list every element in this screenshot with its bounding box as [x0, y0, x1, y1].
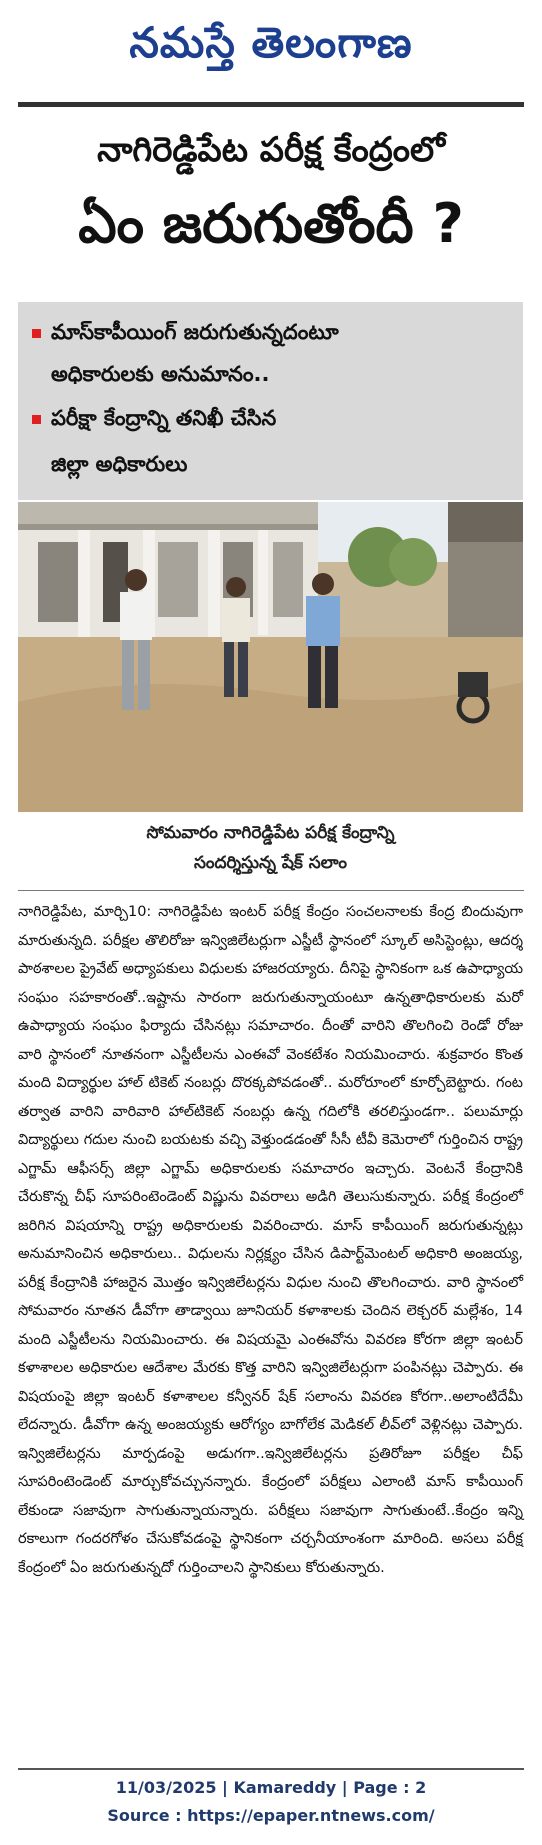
highlight-1-line-1: [32, 320, 509, 350]
newspaper-logo: నమస్తే తెలంగాణ: [129, 18, 413, 67]
caption-line-2: సందర్శిస్తున్న షేక్ సలాం: [194, 853, 347, 873]
bottom-divider: [18, 1768, 524, 1770]
article-paragraph: నాగిరెడ్డిపేట, మార్చి10: నాగిరెడ్డిపేట ఇంటర్ పరీక్ష కేంద్రం సంచలనాలకు కేంద్ర బిందువుగా మారుతున్నది. పరీక్షల తొలిరోజు ఇన్విజిలేటర్లుగా ఎస్జీటీ స్థానంలో స్కూల్ అసిస్టెంట్లు, ఆదర్శ పాఠశాలల ప్రైవేట్ అధ్యాపకులు విధులకు హాజరయ్యారు. దీనిపై స్థానికంగా ఒక ఉపాధ్యాయ సంఘం సహకారంతో..ఇష్టాను సారంగా జరుగుతున్నాయంటూ ఉన్నతాధికారులకు మరో ఉపాధ్యాయ సంఘం ఫిర్యాదు చేసినట్లు సమాచారం. దీంతో వారిని తొలగించి రెండో రోజు వారి స్థానంలో నూతనంగా ఎస్జీటీలను ఎంఈవో వెంకటేశం నియమించారు. శుక్రవారం కొంత మంది విద్యార్థుల హాల్ టికెట్ నంబర్లు దొరక్కపోవడంతో.. మరోరూంలో కూర్చోబెట్టారు. గంట తర్వాత వారిని వారివారి హాల్‌టికెట్ నంబర్లు ఉన్న గదిలోకి తరలిస్తుండగా.. పలుమార్లు విద్యార్థులు గదుల నుంచి బయటకు వచ్చి వెళ్తుండడంతో సీసీ టీవీ కెమెరాలో గుర్తించిన రాష్ట్ర ఎగ్జామ్ ఆఫీసర్స్ జిల్లా ఎగ్జామ్ అధికారులకు సమాచారం ఇచ్చారు. వెంటనే కేంద్రానికి చేరుకొన్న చీఫ్ సూపరింటెండెంట్ విష్ణును వివరాలు అడిగి తెలుసుకున్నారు. పరీక్ష కేంద్రంలో జరిగిన విషయాన్ని రాష్ట్ర అధికారులకు వివరించారు. మాస్ కాపీయింగ్ జరుగుతున్నట్లు అనుమానించిన అధికారులు.. విధులను నిర్లక్ష్యం చేసిన డిపార్ట్‌మెంటల్ అధికారి అంజయ్య, పరీక్ష కేంద్రానికి హాజరైన మొత్తం ఇన్విజిలేటర్లను విధుల నుంచి తొలగించారు. వారి స్థానంలో సోమవారం నూతన డీవోగా తాడ్వాయి జూనియర్ కళాశాలకు చెందిన లెక్చరర్ మల్లేశం, 14 మంది ఎస్జీటీలను నియమించారు. ఈ విషయమై ఎంఈవోను వివరణ కోరగా జిల్లా ఇంటర్ కళాశాలల అధికారుల ఆదేశాల మేరకు కొత్త వారిని ఇన్విజిలేటర్లుగా పంపినట్లు చెప్పారు. ఈ విషయంపై జిల్లా ఇంటర్ కళాశాలల కన్వీనర్ షేక్ సలాంను వివరణ కోరగా..అలాంటిదేమీ లేదన్నారు. డీవోగా ఉన్న అంజయ్యకు ఆరోగ్యం బాగోలేక మెడికల్ లీవ్‌లో వెళ్లినట్లు చెప్పారు. ఇన్విజిలేటర్లను మార్పడంపై అడుగగా..ఇన్విజిలేటర్లను ప్రతిరోజూ పరీక్షల చీఫ్ సూపరింటెండెంట్ మార్చుకోవచ్చునన్నారు. కేంద్రంలో పరీక్షలు ఎలాంటి మాస్ కాపీయింగ్ లేకుండా సజావుగా సాగుతున్నాయన్నారు. పరీక్షలు సజావుగా సాగుతుంటే..కేంద్రం ఇన్ని రకాలుగా గందరగోళం చేసుకోవడంపై స్థానికంగా చర్చనీయాంశంగా మారింది. అసలు పరీక్ష కేంద్రంలో ఏం జరుగుతున్నదో గుర్తించాలని స్థానికులు కోరుతున్నారు.: [18, 904, 523, 1576]
caption-line-1: సోమవారం నాగిరెడ్డిపేట పరీక్ష కేంద్రాన్ని: [146, 823, 395, 843]
highlight-1-text: మాస్‌కాపీయింగ్ జరుగుతున్నదంటూ: [51, 320, 339, 344]
highlight-2-line-1: [32, 406, 509, 436]
masthead: [0, 0, 542, 100]
headline-line-2: ఏం జరుగుతోందీ ?: [78, 192, 464, 255]
footer-source: Source : https://epaper.ntnews.com/: [107, 1806, 435, 1825]
bullet-square-icon: [32, 415, 41, 424]
highlight-2-text: పరీక్షా కేంద్రాన్ని తనిఖీ చేసిన: [51, 406, 277, 430]
news-photo: [18, 502, 523, 812]
article-body: [18, 898, 523, 1758]
highlight-1-line-2: అధికారులకు అనుమానం..: [51, 362, 270, 386]
photo-caption: [18, 818, 523, 886]
exam-center-photo: [18, 502, 523, 812]
footer-meta: 11/03/2025 | Kamareddy | Page : 2: [115, 1778, 427, 1797]
top-divider: [18, 102, 524, 107]
headline-line-1: నాగిరెడ్డిపేట పరీక్ష కేంద్రంలో: [97, 130, 445, 170]
bullet-square-icon: [32, 329, 41, 338]
highlights-box: [18, 302, 523, 500]
highlight-2-line-2: జిల్లా అధికారులు: [51, 452, 188, 476]
caption-divider: [18, 890, 524, 891]
